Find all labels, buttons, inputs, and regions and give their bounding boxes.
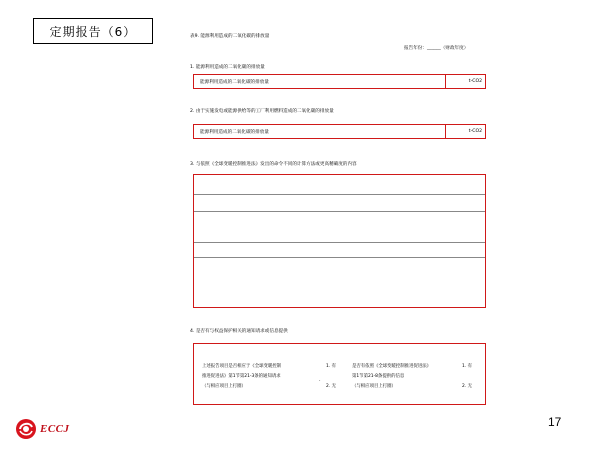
section1-unit: t-CO2 (445, 75, 485, 88)
section2-heading: 2. 由于实施发电或能源供给等的工厂利用燃料造成的二氧化碳的排放量 (190, 109, 334, 114)
s4-left-divider-mark: · (319, 378, 321, 384)
s4-left-option-yes: 1. 有 (326, 364, 336, 369)
s4-left-line3: （与相应项目上打圈） (202, 384, 246, 389)
s4-right-option-no: 2. 无 (462, 384, 472, 389)
s4-right-line2: 第1节第21-8条提供的信息 (352, 374, 405, 379)
slide-title: 定期报告（6） (33, 18, 153, 44)
section3-row-divider (194, 211, 485, 212)
section3-row-divider (194, 194, 485, 195)
eccj-emblem-icon (15, 418, 37, 440)
section3-row-divider (194, 257, 485, 258)
section3-row-divider (194, 242, 485, 243)
table-title: 表9. 能源利用造成的二氧化碳的排放量 (190, 34, 270, 39)
eccj-logo (15, 418, 70, 440)
page-number: 17 (548, 415, 562, 429)
s4-right-line1: 是否有依照《全球变暖控制推进促进法》 (352, 364, 432, 369)
s4-left-line1: 上述报告项目是否相应于《全球变暖控制 (202, 364, 282, 369)
section2-row (193, 124, 486, 139)
s4-left-option-no: 2. 无 (326, 384, 336, 389)
eccj-logo-text: ECCJ (40, 423, 70, 435)
section4-box (193, 343, 486, 405)
report-year-label: 报告年份：______（财政年度） (404, 46, 469, 51)
section3-heading: 3. 与依照《全球变暖控制推进法》发出的命令不同的计算方法或更高精确度的内容 (190, 162, 357, 167)
s4-right-option-yes: 1. 有 (462, 364, 472, 369)
s4-left-line2: 推进促进法》第1节第21-3条的通知请求 (202, 374, 281, 379)
section4-heading: 4. 是否有与权益保护相关的通知请求或信息提供 (190, 329, 288, 334)
s4-right-line3: （与相应项目上打圈） (352, 384, 396, 389)
section1-row (193, 74, 486, 89)
section1-row-label: 能源利用造成的二氧化碳的排放量 (200, 79, 269, 85)
section2-row-label: 能源利用造成的二氧化碳的排放量 (200, 129, 269, 135)
section2-unit: t-CO2 (445, 125, 485, 138)
section1-heading: 1. 能源利用造成的二氧化碳的排放量 (190, 65, 265, 70)
section3-table (193, 174, 486, 308)
